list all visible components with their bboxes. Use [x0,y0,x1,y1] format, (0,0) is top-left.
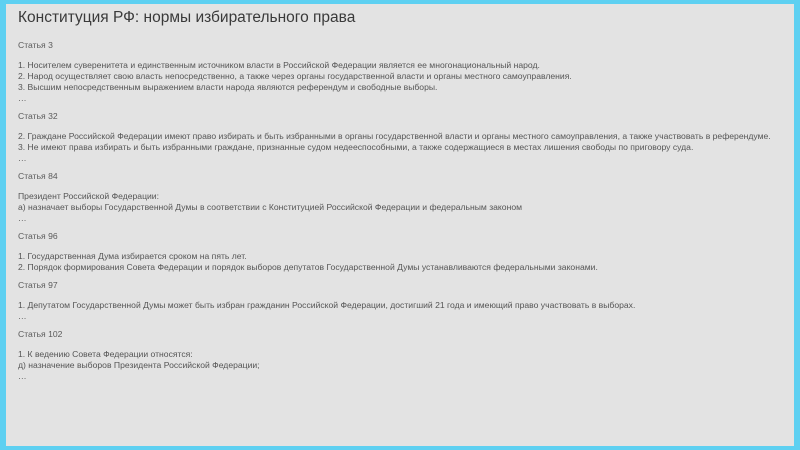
slide-content [18,40,778,389]
article-line: 2. Порядок формирования Совета Федерации и порядок выборов депутатов Государственной Думы устанавливаются федеральными законами. [18,262,598,272]
article-line: 2. Граждане Российской Федерации имеют право избирать и быть избранными в органы государственной власти и органы местного самоуправления, а также участвовать в референдуме. [18,131,771,141]
article-section [18,280,778,322]
article-section [18,40,778,104]
article-line: 2. Народ осуществляет свою власть непосредственно, а также через органы государственной власти и органы местного самоуправления. [18,71,572,81]
article-line: 1. Государственная Дума избирается сроком на пять лет. [18,251,247,261]
article-heading: Статья 84 [18,171,58,181]
article-line: 1. Депутатом Государственной Думы может быть избран гражданин Российской Федерации, достигший 21 года и имеющий право участвовать в выборах. [18,300,636,310]
article-heading: Статья 32 [18,111,58,121]
article-line: … [18,153,27,163]
article-section [18,231,778,273]
article-section [18,111,778,164]
article-line: 3. Не имеют права избирать и быть избранными граждане, признанные судом недееспособными, а также содержащиеся в местах лишения свободы по приговору суда. [18,142,694,152]
article-line: Президент Российской Федерации: [18,191,159,201]
article-section [18,171,778,224]
article-line: … [18,311,27,321]
article-line: … [18,213,27,223]
slide [6,4,794,446]
article-line: 3. Высшим непосредственным выражением власти народа являются референдум и свободные выборы. [18,82,438,92]
article-line: … [18,371,27,381]
article-heading: Статья 97 [18,280,58,290]
article-line: а) назначает выборы Государственной Думы в соответствии с Конституцией Российской Федерации и федеральным законом [18,202,523,212]
article-line: д) назначение выборов Президента Российской Федерации; [18,360,260,370]
article-line: 1. К ведению Совета Федерации относятся: [18,349,193,359]
article-line: 1. Носителем суверенитета и единственным источником власти в Российской Федерации является ее многонациональный народ. [18,60,540,70]
article-heading: Статья 3 [18,40,53,50]
article-section [18,329,778,382]
article-heading: Статья 96 [18,231,58,241]
article-heading: Статья 102 [18,329,63,339]
article-line: … [18,93,27,103]
slide-title: Конституция РФ: нормы избирательного права [18,9,356,26]
